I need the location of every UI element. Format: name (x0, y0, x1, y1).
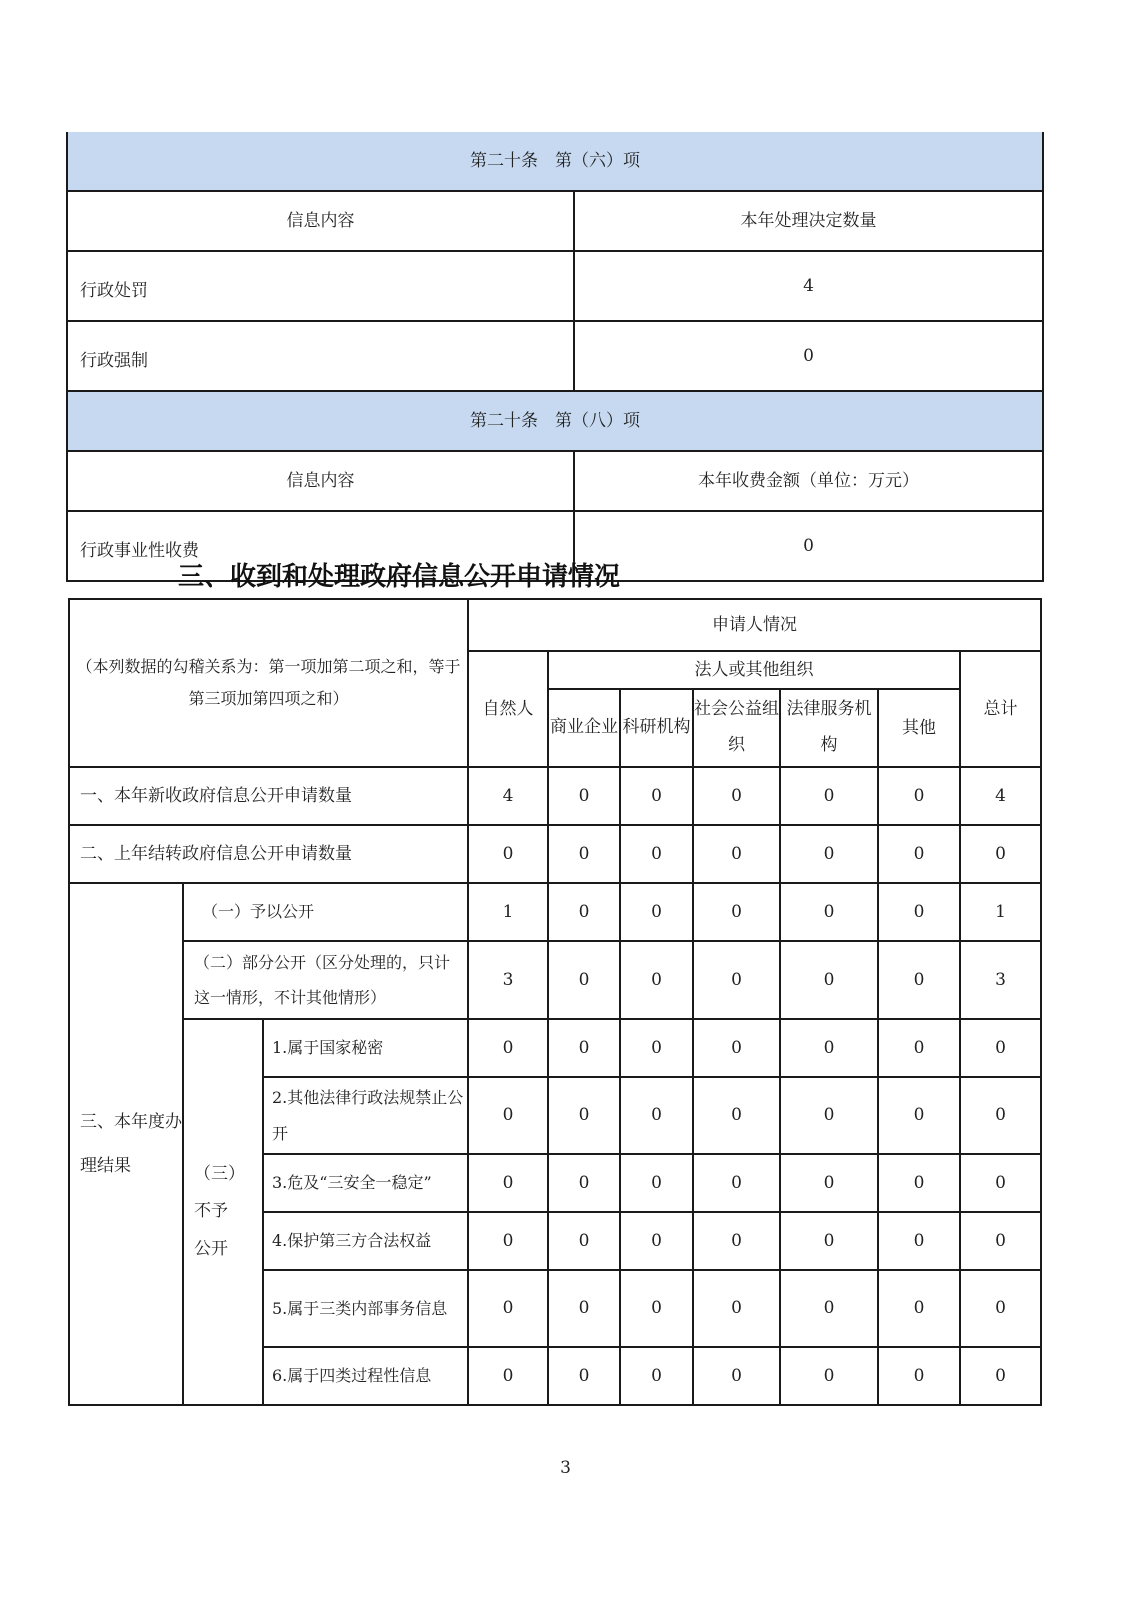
row-label: 1.属于国家秘密 (263, 1019, 468, 1077)
cell-value: 0 (878, 1270, 960, 1347)
cell-value: 0 (878, 1347, 960, 1405)
cell-value: 0 (548, 1270, 620, 1347)
cell-value: 4 (468, 767, 548, 825)
cell-value: 1 (468, 883, 548, 941)
table-row (69, 825, 1041, 883)
row-label: 行政处罚 (67, 251, 574, 321)
cell-value: 0 (693, 1019, 780, 1077)
sec8-col-content: 信息内容 (67, 451, 574, 511)
row-label: 6.属于四类过程性信息 (263, 1347, 468, 1405)
note-cell: （本列数据的勾稽关系为：第一项加第二项之和，等于第三项加第四项之和） (69, 599, 468, 767)
row-label: 3.危及“三安全一稳定” (263, 1154, 468, 1212)
cell-value: 0 (878, 941, 960, 1019)
cell-value: 0 (693, 1154, 780, 1212)
cell-value: 1 (960, 883, 1041, 941)
row-value: 4 (574, 251, 1043, 321)
cell-value: 0 (620, 1212, 693, 1270)
cell-value: 0 (468, 1019, 548, 1077)
cell-value: 0 (468, 1270, 548, 1347)
cell-value: 0 (878, 883, 960, 941)
cell-value: 0 (960, 825, 1041, 883)
row-value: 0 (574, 511, 1043, 581)
cell-value: 0 (780, 1212, 878, 1270)
sec8-col-value: 本年收费金额（单位：万元） (574, 451, 1043, 511)
article20-sec6-header: 第二十条 第（六）项 (67, 132, 1043, 191)
col-public-welfare: 社会公益组织 (693, 689, 780, 767)
applicant-header: 申请人情况 (468, 599, 1041, 651)
cell-value: 0 (620, 883, 693, 941)
cell-value: 0 (960, 1212, 1041, 1270)
cell-value: 0 (780, 1270, 878, 1347)
row-label: 2.其他法律行政法规禁止公开 (263, 1077, 468, 1154)
page-number: 3 (560, 1458, 571, 1478)
cell-value: 0 (960, 1270, 1041, 1347)
cell-value: 4 (960, 767, 1041, 825)
row-label: 行政强制 (67, 321, 574, 391)
cell-value: 0 (468, 1077, 548, 1154)
cell-value: 0 (620, 1347, 693, 1405)
cell-value: 0 (780, 1347, 878, 1405)
col-research: 科研机构 (620, 689, 693, 767)
row-label: 4.保护第三方合法权益 (263, 1212, 468, 1270)
cell-value: 0 (780, 825, 878, 883)
cell-value: 0 (693, 767, 780, 825)
cell-value: 0 (548, 767, 620, 825)
sec6-col-content: 信息内容 (67, 191, 574, 251)
cell-value: 0 (468, 1347, 548, 1405)
cell-value: 0 (780, 1154, 878, 1212)
legal-entity-group: 法人或其他组织 (548, 651, 960, 689)
cell-value: 0 (693, 1212, 780, 1270)
table-row (67, 321, 1043, 391)
cell-value: 0 (878, 767, 960, 825)
cell-value: 0 (468, 1154, 548, 1212)
cell-value: 0 (960, 1077, 1041, 1154)
table-row (69, 883, 1041, 941)
table-row (69, 1019, 1041, 1077)
col-legal-service: 法律服务机构 (780, 689, 878, 767)
row-label: （一）予以公开 (183, 883, 468, 941)
table-row (67, 251, 1043, 321)
row-value: 0 (574, 321, 1043, 391)
table-row (69, 767, 1041, 825)
sec6-col-value: 本年处理决定数量 (574, 191, 1043, 251)
cell-value: 0 (780, 941, 878, 1019)
article20-table (66, 132, 1044, 582)
cell-value: 0 (693, 1270, 780, 1347)
cell-value: 0 (548, 825, 620, 883)
row-label: 行政事业性收费 (67, 511, 574, 581)
row-label: （二）部分公开（区分处理的，只计这一情形，不计其他情形） (183, 941, 468, 1019)
cell-value: 3 (960, 941, 1041, 1019)
cell-value: 0 (620, 1019, 693, 1077)
cell-value: 0 (780, 767, 878, 825)
cell-value: 0 (548, 1019, 620, 1077)
cell-value: 3 (468, 941, 548, 1019)
cell-value: 0 (780, 883, 878, 941)
cell-value: 0 (468, 825, 548, 883)
table-row (69, 941, 1041, 1019)
col-natural-person: 自然人 (468, 651, 548, 767)
cell-value: 0 (548, 1077, 620, 1154)
cell-value: 0 (620, 1154, 693, 1212)
cell-value: 0 (548, 883, 620, 941)
section-title: 三、收到和处理政府信息公开申请情况 (178, 562, 621, 592)
col-commercial: 商业企业 (548, 689, 620, 767)
cell-value: 0 (878, 1212, 960, 1270)
cell-value: 0 (620, 1077, 693, 1154)
cell-value: 0 (960, 1347, 1041, 1405)
cell-value: 0 (780, 1019, 878, 1077)
cell-value: 0 (693, 1347, 780, 1405)
cell-value: 0 (620, 825, 693, 883)
cell-value: 0 (693, 1077, 780, 1154)
no-disclose-group-label: （三）不予公开 (183, 1019, 263, 1405)
cell-value: 0 (548, 941, 620, 1019)
cell-value: 0 (780, 1077, 878, 1154)
cell-value: 0 (620, 941, 693, 1019)
cell-value: 0 (693, 825, 780, 883)
cell-value: 0 (960, 1154, 1041, 1212)
col-other: 其他 (878, 689, 960, 767)
cell-value: 0 (693, 883, 780, 941)
cell-value: 0 (620, 1270, 693, 1347)
cell-value: 0 (693, 941, 780, 1019)
cell-value: 0 (960, 1019, 1041, 1077)
cell-value: 0 (878, 1154, 960, 1212)
cell-value: 0 (468, 1212, 548, 1270)
cell-value: 0 (878, 825, 960, 883)
result-group-label: 三、本年度办理结果 (69, 883, 183, 1405)
cell-value: 0 (878, 1019, 960, 1077)
cell-value: 0 (620, 767, 693, 825)
application-table (68, 598, 1042, 1406)
cell-value: 0 (878, 1077, 960, 1154)
cell-value: 0 (548, 1212, 620, 1270)
cell-value: 0 (548, 1347, 620, 1405)
row-label: 二、上年结转政府信息公开申请数量 (69, 825, 468, 883)
row-label: 一、本年新收政府信息公开申请数量 (69, 767, 468, 825)
cell-value: 0 (548, 1154, 620, 1212)
article20-sec8-header: 第二十条 第（八）项 (67, 391, 1043, 451)
col-total: 总计 (960, 651, 1041, 767)
row-label: 5.属于三类内部事务信息 (263, 1270, 468, 1347)
